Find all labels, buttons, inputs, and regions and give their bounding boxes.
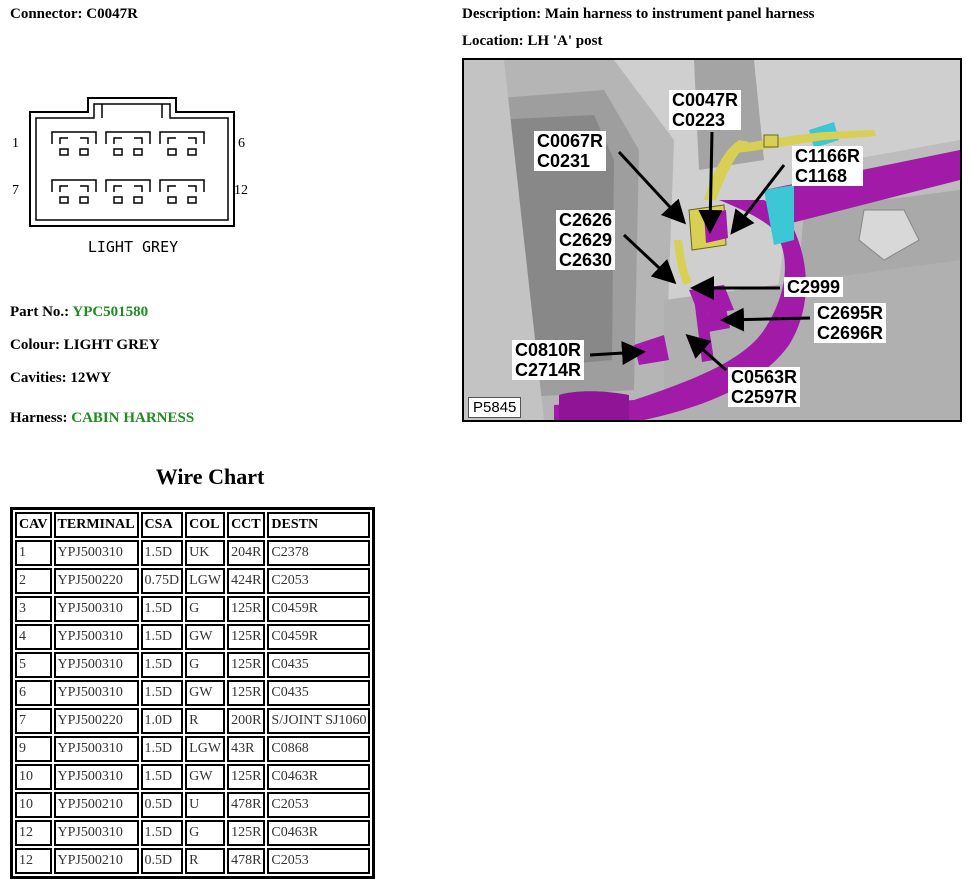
colour-line <box>10 337 160 354</box>
cavities-line <box>10 370 111 387</box>
cell-cct: 125R <box>227 596 265 622</box>
cell-cav: 2 <box>15 568 52 594</box>
cell-cct: 125R <box>227 652 265 678</box>
cell-terminal: YPJ500220 <box>54 708 139 734</box>
table-row <box>15 596 370 622</box>
cell-csa: 1.5D <box>141 596 184 622</box>
cavity-pair <box>52 132 96 155</box>
callout-c1166r-c1168: C1166R C1168 <box>792 146 863 186</box>
wire-chart-table <box>10 507 375 879</box>
cell-cct: 125R <box>227 764 265 790</box>
callout-c0563r-c2597r: C0563R C2597R <box>728 367 800 407</box>
description-label: Description: <box>462 6 542 22</box>
table-row <box>15 540 370 566</box>
cell-cav: 10 <box>15 792 52 818</box>
cell-destn: C2053 <box>267 848 370 874</box>
pin-label-12: 12 <box>234 183 248 198</box>
callout-c2999: C2999 <box>784 277 843 297</box>
cell-destn: S/JOINT SJ1060 <box>267 708 370 734</box>
cell-cct: 43R <box>227 736 265 762</box>
cell-col: G <box>185 820 225 846</box>
cell-cav: 7 <box>15 708 52 734</box>
harness-line <box>10 410 194 427</box>
cell-csa: 0.75D <box>141 568 184 594</box>
cell-destn: C0435 <box>267 652 370 678</box>
column-header-cav: CAV <box>15 512 52 538</box>
cell-terminal: YPJ500210 <box>54 792 139 818</box>
cell-col: LGW <box>185 736 225 762</box>
cell-cav: 9 <box>15 736 52 762</box>
cell-csa: 1.5D <box>141 680 184 706</box>
cell-terminal: YPJ500310 <box>54 820 139 846</box>
cell-cct: 125R <box>227 680 265 706</box>
cavities-label: Cavities: <box>10 370 67 386</box>
part-no-label: Part No.: <box>10 304 70 320</box>
wire-chart-header-row <box>15 512 370 538</box>
cell-destn: C0868 <box>267 736 370 762</box>
column-header-col: COL <box>185 512 225 538</box>
cell-terminal: YPJ500310 <box>54 596 139 622</box>
cavity-pair <box>160 132 204 155</box>
cell-col: GW <box>185 624 225 650</box>
cell-cct: 424R <box>227 568 265 594</box>
table-row <box>15 624 370 650</box>
callout-c0067r-c0231: C0067R C0231 <box>534 131 606 171</box>
cell-csa: 1.5D <box>141 624 184 650</box>
table-row <box>15 736 370 762</box>
cell-csa: 0.5D <box>141 848 184 874</box>
connector-label: Connector: <box>10 6 83 22</box>
description-value: Main harness to instrument panel harness <box>544 6 815 22</box>
pin-label-7: 7 <box>12 183 19 198</box>
cell-destn: C0459R <box>267 624 370 650</box>
cell-destn: C2053 <box>267 568 370 594</box>
cavities-value: 12WY <box>70 370 112 386</box>
location-value: LH 'A' post <box>527 33 603 49</box>
callout-c0047r-c0223: C0047R C0223 <box>669 90 741 130</box>
connector-colour-caption: LIGHT GREY <box>87 238 179 256</box>
cell-csa: 1.5D <box>141 764 184 790</box>
cell-terminal: YPJ500220 <box>54 568 139 594</box>
cell-cav: 6 <box>15 680 52 706</box>
cell-cct: 125R <box>227 624 265 650</box>
pin-label-6: 6 <box>238 136 245 151</box>
colour-value: LIGHT GREY <box>63 337 160 353</box>
cell-csa: 1.0D <box>141 708 184 734</box>
cell-col: U <box>185 792 225 818</box>
cell-destn: C0459R <box>267 596 370 622</box>
cavity-pair <box>106 132 150 155</box>
cavity-pair <box>106 180 150 203</box>
table-row <box>15 568 370 594</box>
cell-terminal: YPJ500310 <box>54 652 139 678</box>
cell-col: G <box>185 596 225 622</box>
cell-cct: 478R <box>227 848 265 874</box>
cell-csa: 1.5D <box>141 540 184 566</box>
connector-heading <box>10 6 138 23</box>
cell-cct: 478R <box>227 792 265 818</box>
connector-face-svg <box>8 90 258 260</box>
cell-terminal: YPJ500310 <box>54 764 139 790</box>
cell-col: G <box>185 652 225 678</box>
cell-col: UK <box>185 540 225 566</box>
cell-col: GW <box>185 764 225 790</box>
column-header-terminal: TERMINAL <box>54 512 139 538</box>
part-no-line <box>10 304 148 321</box>
cavity-pair <box>52 180 96 203</box>
connector-face-diagram <box>8 90 258 260</box>
cell-terminal: YPJ500310 <box>54 624 139 650</box>
cell-csa: 1.5D <box>141 820 184 846</box>
connector-value: C0047R <box>86 6 138 22</box>
callout-c2626-c2629-c2630: C2626 C2629 C2630 <box>556 210 615 270</box>
callout-c2695r-c2696r: C2695R C2696R <box>814 303 886 343</box>
table-row <box>15 764 370 790</box>
cell-col: GW <box>185 680 225 706</box>
table-row <box>15 792 370 818</box>
cell-cav: 12 <box>15 820 52 846</box>
cell-cct: 200R <box>227 708 265 734</box>
location-photo <box>462 58 962 422</box>
cell-destn: C0463R <box>267 764 370 790</box>
harness-label: Harness: <box>10 410 68 426</box>
harness-value: CABIN HARNESS <box>71 410 195 426</box>
location-heading <box>462 33 602 50</box>
description-heading <box>462 6 815 23</box>
cell-csa: 1.5D <box>141 652 184 678</box>
cell-cav: 10 <box>15 764 52 790</box>
cell-cav: 4 <box>15 624 52 650</box>
cell-cav: 5 <box>15 652 52 678</box>
cell-col: R <box>185 708 225 734</box>
table-row <box>15 708 370 734</box>
cell-cav: 3 <box>15 596 52 622</box>
cell-csa: 1.5D <box>141 736 184 762</box>
cell-destn: C0435 <box>267 680 370 706</box>
column-header-cct: CCT <box>227 512 265 538</box>
cell-destn: C2053 <box>267 792 370 818</box>
cell-destn: C0463R <box>267 820 370 846</box>
cell-cav: 12 <box>15 848 52 874</box>
part-no-value: YPC501580 <box>72 304 149 320</box>
photo-id-label: P5845 <box>468 397 521 418</box>
colour-label: Colour: <box>10 337 60 353</box>
table-row <box>15 652 370 678</box>
cell-terminal: YPJ500210 <box>54 848 139 874</box>
location-label: Location: <box>462 33 524 49</box>
wire-chart-body <box>15 540 370 874</box>
cell-destn: C2378 <box>267 540 370 566</box>
cell-cct: 125R <box>227 820 265 846</box>
cell-col: R <box>185 848 225 874</box>
cell-terminal: YPJ500310 <box>54 680 139 706</box>
table-row <box>15 848 370 874</box>
cavity-pair <box>160 180 204 203</box>
wire-chart-title: Wire Chart <box>155 464 265 489</box>
cell-cct: 204R <box>227 540 265 566</box>
cell-csa: 0.5D <box>141 792 184 818</box>
column-header-csa: CSA <box>141 512 184 538</box>
column-header-destn: DESTN <box>267 512 370 538</box>
callout-c0810r-c2714r: C0810R C2714R <box>512 340 584 380</box>
cell-terminal: YPJ500310 <box>54 540 139 566</box>
cell-cav: 1 <box>15 540 52 566</box>
cell-col: LGW <box>185 568 225 594</box>
cell-terminal: YPJ500310 <box>54 736 139 762</box>
table-row <box>15 680 370 706</box>
table-row <box>15 820 370 846</box>
pin-label-1: 1 <box>12 136 19 151</box>
